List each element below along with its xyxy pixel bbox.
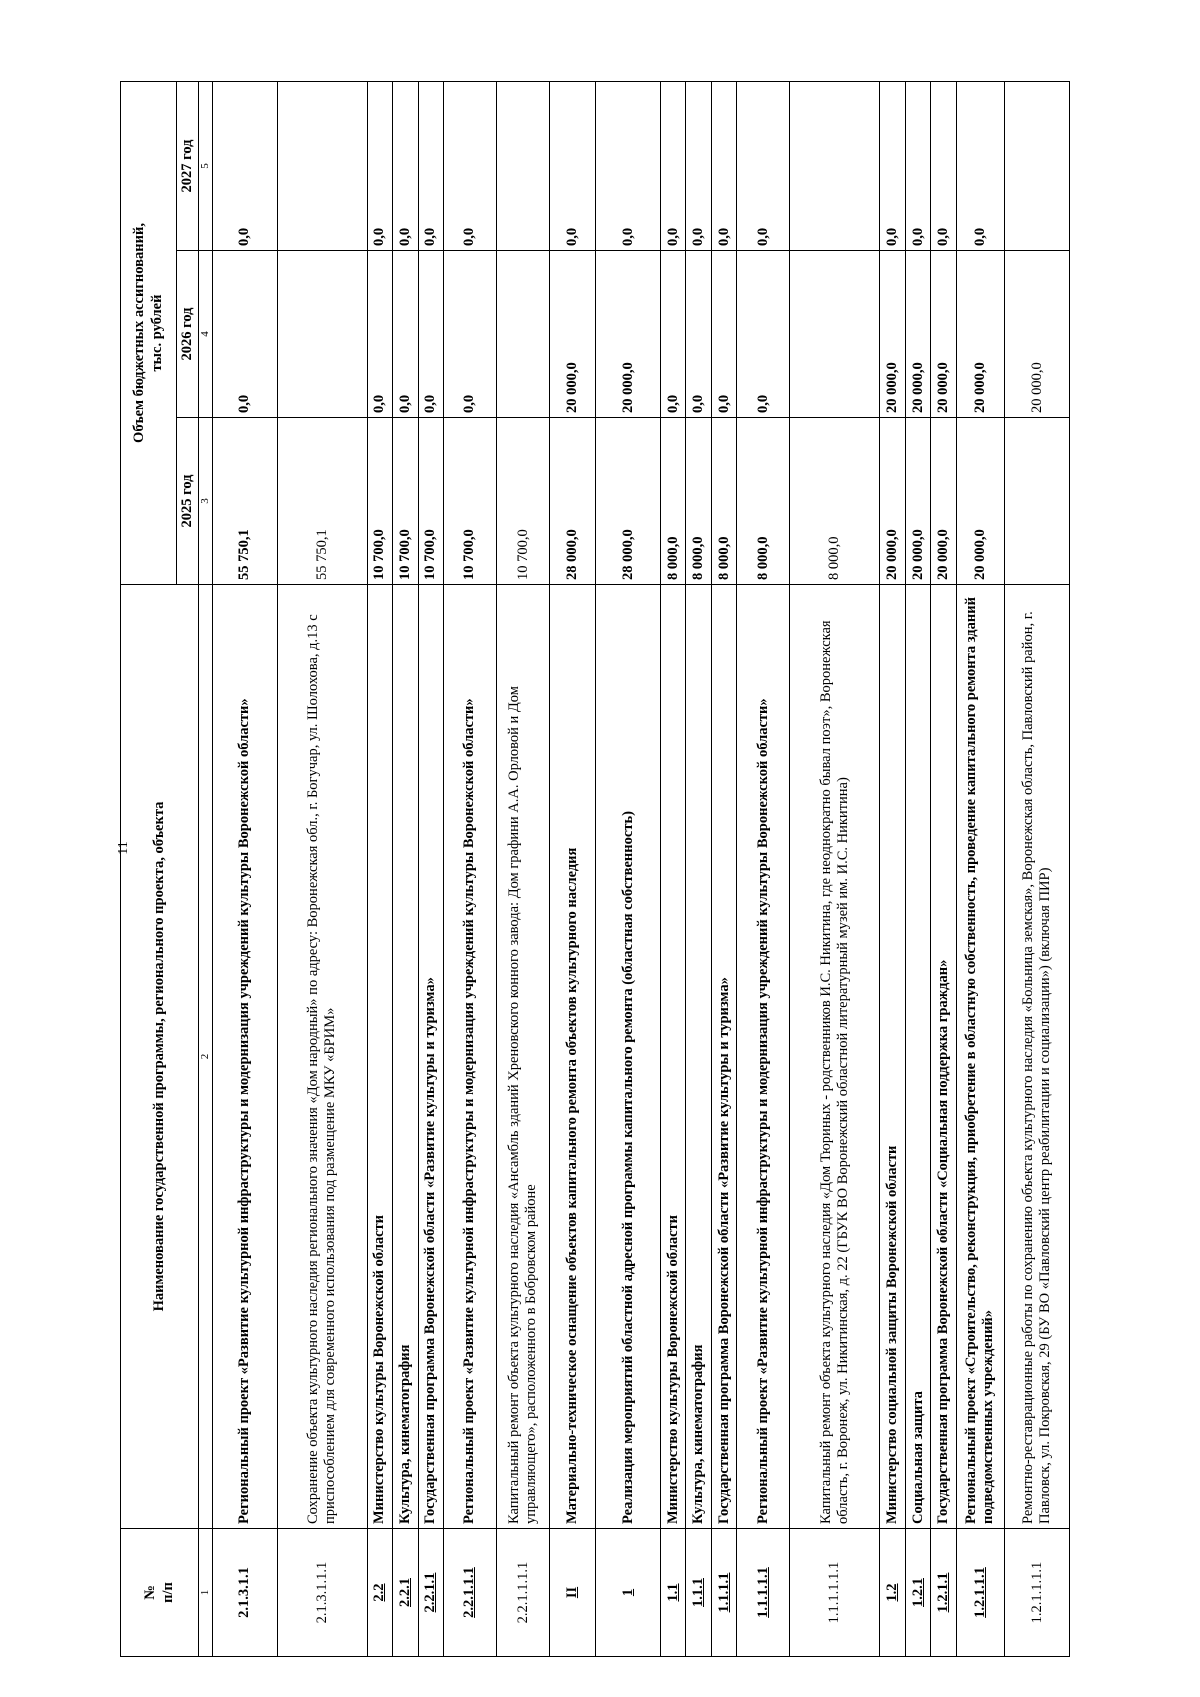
row-name: Региональный проект «Развитие культурной инфраструктуры и модернизация учреждений культуры Воронежской области»: [737, 585, 790, 1529]
value-2027: 0,0: [212, 81, 277, 250]
row-number: 2.1.3.1.1.1: [277, 1529, 367, 1657]
column-number: 5: [199, 81, 213, 250]
column-number: 4: [199, 251, 213, 418]
value-2027: 0,0: [367, 81, 392, 250]
value-2025: 8 000,0: [711, 418, 736, 585]
row-name: Государственная программа Воронежской области «Социальная поддержка граждан»: [931, 585, 956, 1529]
table-row: [790, 81, 880, 1656]
column-number: 3: [199, 418, 213, 585]
value-2025: 10 700,0: [497, 418, 550, 585]
value-2025: 10 700,0: [443, 418, 496, 585]
row-number: 2.2.1.1: [418, 1529, 443, 1657]
table-row: [956, 81, 1005, 1656]
budget-table: [120, 81, 1070, 1657]
value-2027: 0,0: [686, 81, 711, 250]
value-2025: 20 000,0: [905, 418, 930, 585]
table-row: [1005, 81, 1070, 1656]
row-name: Реализация мероприятий областной адресной программы капитального ремонта (областная собственность): [596, 585, 661, 1529]
value-2026: 0,0: [367, 251, 392, 418]
row-name: Капитальный ремонт объекта культурного наследия «Ансамбль зданий Хреновского конного завода: Дом графини А.А. Орловой и Дом управляющего», расположенного в Бобровском районе: [497, 585, 550, 1529]
row-name: Министерство культуры Воронежской области: [661, 585, 686, 1529]
row-name: Региональный проект «Развитие культурной инфраструктуры и модернизация учреждений культуры Воронежской области»: [212, 585, 277, 1529]
row-name: Сохранение объекта культурного наследия регионального значения «Дом народный» по адресу: Воронежская обл., г. Богучар, ул. Шолохова, д.13 с приспособлением для современного использования под размещение МКУ «БРИМ»: [277, 585, 367, 1529]
row-name: Культура, кинематография: [393, 585, 418, 1529]
value-2025: 20 000,0: [931, 418, 956, 585]
value-2027: 0,0: [956, 81, 1005, 250]
value-2025: 55 750,1: [212, 418, 277, 585]
header-name: Наименование государственной программы, регионального проекта, объекта: [121, 585, 199, 1529]
value-2025: 10 700,0: [367, 418, 392, 585]
value-2026: 0,0: [661, 251, 686, 418]
table-row: [212, 81, 277, 1656]
value-2026: 0,0: [443, 251, 496, 418]
value-2026: 20 000,0: [880, 251, 905, 418]
value-2025: 8 000,0: [737, 418, 790, 585]
row-name: Капитальный ремонт объекта культурного наследия «Дом Тюриных - родственников И.С. Никитина, где неоднократно бывал поэт», Воронежская область, г. Воронеж, ул. Никитинская, д. 22 (ГБУК ВО Воронежский областной литературный музей им. И.С. Никитина): [790, 585, 880, 1529]
value-2027: [277, 81, 367, 250]
value-2026: 20 000,0: [596, 251, 661, 418]
value-2027: [497, 81, 550, 250]
row-number: 1.1.1.1.1: [737, 1529, 790, 1657]
table-row: [443, 81, 496, 1656]
value-2025: 28 000,0: [550, 418, 596, 585]
value-2025: 20 000,0: [880, 418, 905, 585]
row-name: Региональный проект «Строительство, реконструкция, приобретение в областную собственность, проведение капитального ремонта зданий подведомственных учреждений»: [956, 585, 1005, 1529]
value-2025: 28 000,0: [596, 418, 661, 585]
value-2026: 0,0: [711, 251, 736, 418]
table-row: [393, 81, 418, 1656]
page-number: 11: [116, 841, 131, 855]
value-2027: 0,0: [711, 81, 736, 250]
row-number: 1.2.1.1.1: [956, 1529, 1005, 1657]
row-number: 1.1.1.1.1.1: [790, 1529, 880, 1657]
row-number: II: [550, 1529, 596, 1657]
value-2025: 55 750,1: [277, 418, 367, 585]
table-row: [596, 81, 661, 1656]
row-name: Социальная защита: [905, 585, 930, 1529]
value-2025: 10 700,0: [393, 418, 418, 585]
table-row: [931, 81, 956, 1656]
value-2027: [790, 81, 880, 250]
row-name: Ремонтно-реставрационные работы по сохранению объекта культурного наследия «Больница земская», Воронежская область, Павловский район, г. Павловск, ул. Покровская, 29 (БУ ВО «Павловский центр реабилитации и социализации») (включая ПИР): [1005, 585, 1070, 1529]
value-2026: 0,0: [212, 251, 277, 418]
value-2026: 20 000,0: [905, 251, 930, 418]
table-body: [212, 81, 1069, 1656]
table-row: [497, 81, 550, 1656]
value-2026: 20 000,0: [956, 251, 1005, 418]
value-2026: 0,0: [686, 251, 711, 418]
value-2025: 8 000,0: [790, 418, 880, 585]
table-row: [737, 81, 790, 1656]
table-row: [880, 81, 905, 1656]
value-2026: 0,0: [418, 251, 443, 418]
value-2026: [790, 251, 880, 418]
row-number: 2.2.1.1.1.1: [497, 1529, 550, 1657]
column-number: 1: [199, 1529, 213, 1657]
table-row: [418, 81, 443, 1656]
value-2025: 20 000,0: [956, 418, 1005, 585]
value-2027: 0,0: [905, 81, 930, 250]
row-number: 1.2.1.1.1.1: [1005, 1529, 1070, 1657]
column-number: 2: [199, 585, 213, 1529]
value-2025: 8 000,0: [686, 418, 711, 585]
row-number: 2.2: [367, 1529, 392, 1657]
value-2027: 0,0: [596, 81, 661, 250]
row-number: 1.1: [661, 1529, 686, 1657]
value-2027: [1005, 81, 1070, 250]
row-number: 1.2.1: [905, 1529, 930, 1657]
row-name: Культура, кинематография: [686, 585, 711, 1529]
header-year-2027: 2027 год: [177, 81, 199, 250]
row-number: 2.2.1.1.1: [443, 1529, 496, 1657]
row-name: Министерство социальной защиты Воронежской области: [880, 585, 905, 1529]
row-number: 1.1.1: [686, 1529, 711, 1657]
value-2027: 0,0: [393, 81, 418, 250]
value-2027: 0,0: [418, 81, 443, 250]
table-row: [277, 81, 367, 1656]
value-2026: [497, 251, 550, 418]
value-2026: 20 000,0: [550, 251, 596, 418]
value-2026: [277, 251, 367, 418]
row-name: Государственная программа Воронежской области «Развитие культуры и туризма»: [418, 585, 443, 1529]
row-name: Министерство культуры Воронежской области: [367, 585, 392, 1529]
value-2027: 0,0: [737, 81, 790, 250]
table-row: [711, 81, 736, 1656]
row-number: 2.1.3.1.1: [212, 1529, 277, 1657]
row-number: 2.2.1: [393, 1529, 418, 1657]
row-number: 1.2: [880, 1529, 905, 1657]
header-volume: Объем бюджетных ассигнований, тыс. рублей: [121, 81, 177, 584]
row-name: Материально-техническое оснащение объектов капитального ремонта объектов культурного наследия: [550, 585, 596, 1529]
row-name: Региональный проект «Развитие культурной инфраструктуры и модернизация учреждений культуры Воронежской области»: [443, 585, 496, 1529]
row-number: 1.2.1.1: [931, 1529, 956, 1657]
header-year-2025: 2025 год: [177, 418, 199, 585]
table-row: [905, 81, 930, 1656]
value-2027: 0,0: [931, 81, 956, 250]
value-2027: 0,0: [880, 81, 905, 250]
header-year-2026: 2026 год: [177, 251, 199, 418]
value-2026: 0,0: [737, 251, 790, 418]
table-row: [661, 81, 686, 1656]
value-2027: 0,0: [443, 81, 496, 250]
table-row: [367, 81, 392, 1656]
header-num: № п/п: [121, 1529, 199, 1657]
value-2026: 20 000,0: [1005, 251, 1070, 418]
row-number: 1: [596, 1529, 661, 1657]
value-2025: [1005, 418, 1070, 585]
rotated-table-wrapper: [120, 82, 1070, 1657]
table-row: [550, 81, 596, 1656]
value-2025: 10 700,0: [418, 418, 443, 585]
value-2026: 20 000,0: [931, 251, 956, 418]
value-2026: 0,0: [393, 251, 418, 418]
value-2027: 0,0: [661, 81, 686, 250]
table-row: [686, 81, 711, 1656]
value-2027: 0,0: [550, 81, 596, 250]
value-2025: 8 000,0: [661, 418, 686, 585]
row-name: Государственная программа Воронежской области «Развитие культуры и туризма»: [711, 585, 736, 1529]
row-number: 1.1.1.1: [711, 1529, 736, 1657]
